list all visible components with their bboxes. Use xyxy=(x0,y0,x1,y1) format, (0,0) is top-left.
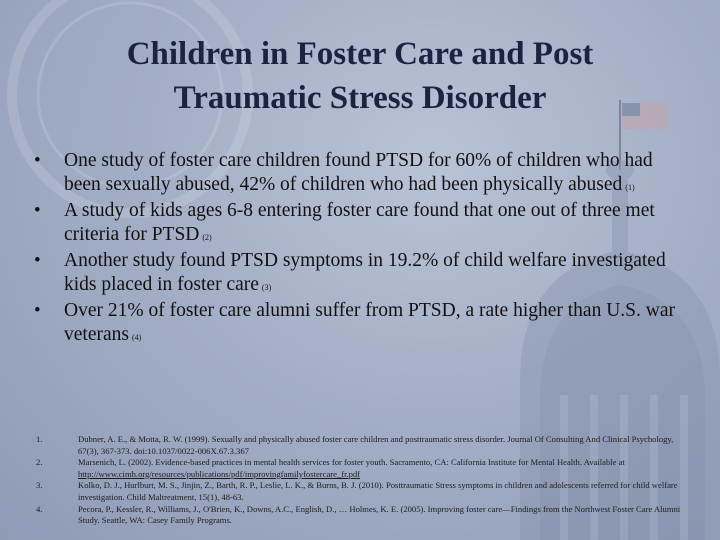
citation-marker: (3) xyxy=(261,282,272,292)
slide-title-line-1: Children in Foster Care and Post xyxy=(126,36,594,72)
bullet-marker: • xyxy=(34,200,41,221)
bullet-item xyxy=(34,199,694,249)
bullet-text: One study of foster care children found PTSD for 60% of children who had been sexually abused, 42% of children who had been physically abused xyxy=(64,150,653,195)
citation-marker: (4) xyxy=(131,332,142,342)
reference-link[interactable]: http://www.cimh.org/resources/publications/pdf/improvingfamilyfostercare_fr.pdf xyxy=(78,468,361,479)
reference-item xyxy=(36,457,696,480)
reference-item xyxy=(36,434,696,457)
citation-marker: (2) xyxy=(202,232,212,242)
reference-number: 3. xyxy=(36,480,43,491)
reference-item xyxy=(36,480,696,503)
bullet-marker: • xyxy=(34,150,41,171)
bullet-item xyxy=(34,149,694,199)
reference-text: Kolko, D. J., Hurlburt, M. S., Jinjin, Z., Barth, R. P., Leslie, L. K., & Burns, B. J. (2010). Posttraumatic Stress symptoms in children and adolescents referred for child welfare investigation. Child Maltreatment, 15(1), 48-63. xyxy=(78,480,678,502)
bullet-text: Another study found PTSD symptoms in 19.2% of child welfare investigated kids placed in foster care xyxy=(64,250,666,295)
reference-number: 4. xyxy=(36,503,43,514)
citation-marker: (1) xyxy=(625,182,635,192)
bullet-text: A study of kids ages 6-8 entering foster care found that one out of three met criteria for PTSD xyxy=(64,200,655,245)
bullet-item xyxy=(34,299,694,349)
reference-text: Dubner, A. E., & Motta, R. W. (1999). Sexually and physically abused foster care children and posttraumatic stress disorder. Journal Of Consulting And Clinical Psychology, 67(3), 367-373. doi:10.1037/0022-006X.67.3.367 xyxy=(78,434,674,456)
reference-text: Pecora, P., Kessler, R., Williams, J., O'Brien, K., Downs, A.C., English, D., … Holmes, K. E. (2005). Improving foster care—Findings from the Northwest Foster Care Alumni Study. Seattle, WA: Casey Family Programs. xyxy=(78,503,681,526)
reference-number: 1. xyxy=(36,434,43,444)
reference-number: 2. xyxy=(36,457,43,468)
bullet-text: Over 21% of foster care alumni suffer from PTSD, a rate higher than U.S. war veterans xyxy=(64,300,675,345)
reference-list xyxy=(36,434,696,527)
bullet-item xyxy=(34,249,694,299)
bullet-list xyxy=(34,149,694,349)
slide-title-line-2: Traumatic Stress Disorder xyxy=(173,80,547,116)
reference-item xyxy=(36,504,696,527)
slide-title xyxy=(40,32,680,120)
bullet-marker: • xyxy=(34,250,41,271)
bullet-marker: • xyxy=(34,300,41,321)
reference-text: Marsenich, L. (2002). Evidence-based practices in mental health services for foster youth. Sacramento, CA: California Institute for Mental Health. Available at xyxy=(78,457,625,468)
